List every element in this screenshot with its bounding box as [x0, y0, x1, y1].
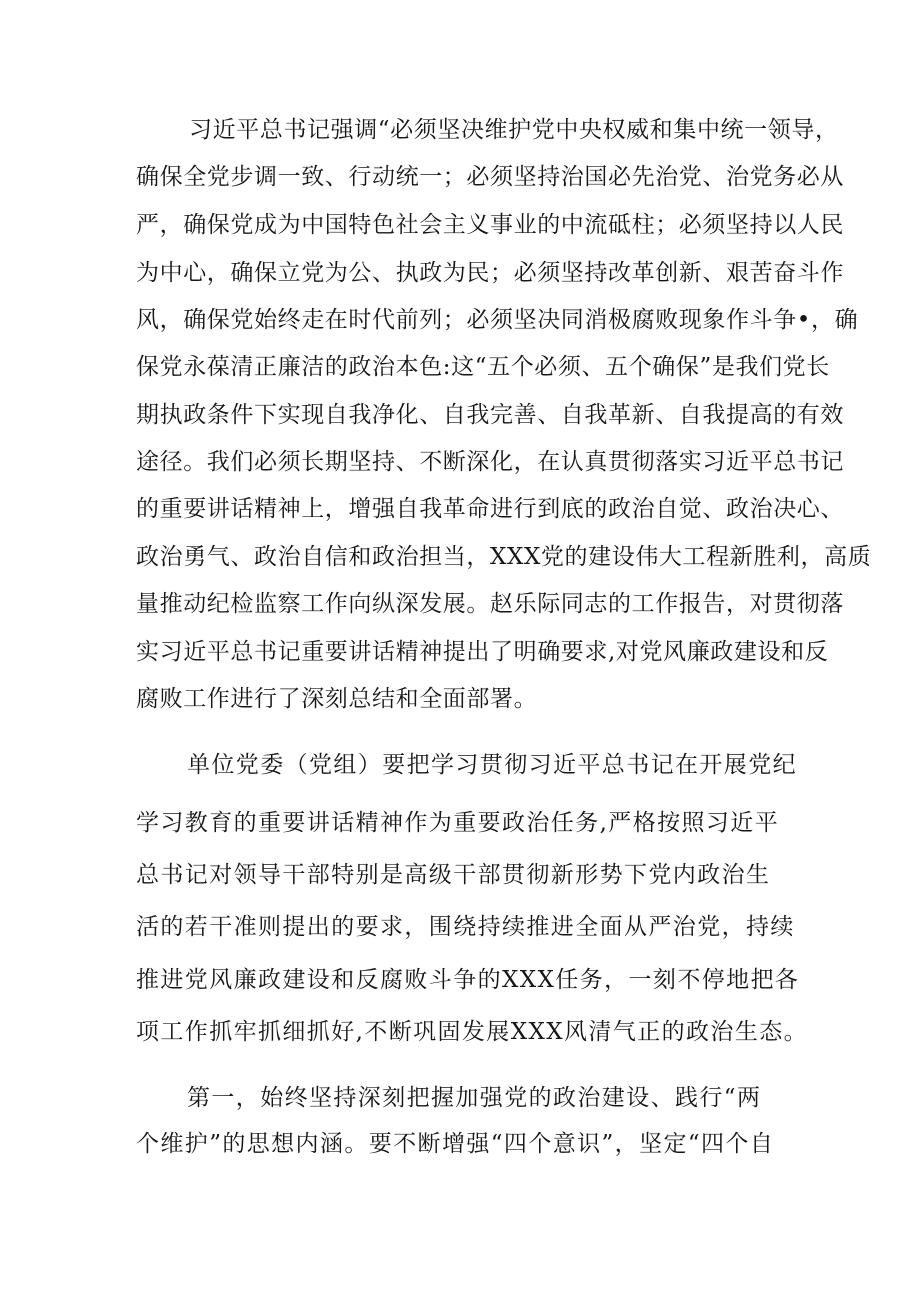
paragraph-line: 量推动纪检监察工作向纵深发展。赵乐际同志的工作报告，对贯彻落 [136, 591, 844, 617]
paragraph-line: 个维护”的思想内涵。要不断增强“四个意识”，坚定“四个自 [136, 1131, 775, 1157]
paragraph-line: 实习近平总书记重要讲话精神提出了明确要求,对党风廉政建设和反 [136, 639, 829, 665]
paragraph-line: 风，确保党始终走在时代前列；必须坚决同消极腐败现象作斗争•，确 [136, 307, 859, 333]
paragraph-line: 的重要讲话精神上，增强自我革命进行到底的政治自觉、政治决心、 [136, 496, 844, 522]
paragraph-line: 项工作抓牢抓细抓好,不断巩固发展XXX风清气正的政治生态。 [136, 1019, 809, 1045]
paragraph-line: 第一，始终坚持深刻把握加强党的政治建设、践行“两 [187, 1085, 762, 1111]
paragraph-line: 总书记对领导干部特别是高级干部贯彻新形势下党内政治生 [136, 862, 771, 888]
paragraph-line: 习近平总书记强调“必须坚决维护党中央权威和集中统一领导， [189, 117, 839, 143]
paragraph-line: 期执政条件下实现自我净化、自我完善、自我革新、自我提高的有效 [136, 402, 844, 428]
paragraph-line: 严，确保党成为中国特色社会主义事业的中流砥柱；必须坚持以人民 [136, 212, 844, 238]
paragraph-line: 保党永葆清正廉洁的政治本色:这“五个必须、五个确保”是我们党长 [136, 354, 830, 380]
paragraph-line: 学习教育的重要讲话精神作为重要政治任务,严格按照习近平 [136, 810, 780, 836]
paragraph-line: 推进党风廉政建设和反腐败斗争的XXX任务，一刻不停地把各 [136, 967, 800, 993]
paragraph-line: 单位党委（党组）要把学习贯彻习近平总书记在开展党纪 [187, 752, 797, 778]
paragraph-line: 腐败工作进行了深刻总结和全面部署。 [136, 686, 538, 712]
paragraph-line: 确保全党步调一致、行动统一；必须坚持治国必先治党、治党务必从 [136, 164, 844, 190]
paragraph-line: 政治勇气、政治自信和政治担当，XXX党的建设伟大工程新胜利，高质 [136, 544, 872, 570]
paragraph-line: 为中心，确保立党为公、执政为民；必须坚持改革创新、艰苦奋斗作 [136, 260, 844, 286]
paragraph-line: 途径。我们必须长期坚持、不断深化，在认真贯彻落实习近平总书记 [136, 449, 844, 475]
paragraph-line: 活的若干准则提出的要求，围绕持续推进全面从严治党，持续 [136, 914, 795, 940]
